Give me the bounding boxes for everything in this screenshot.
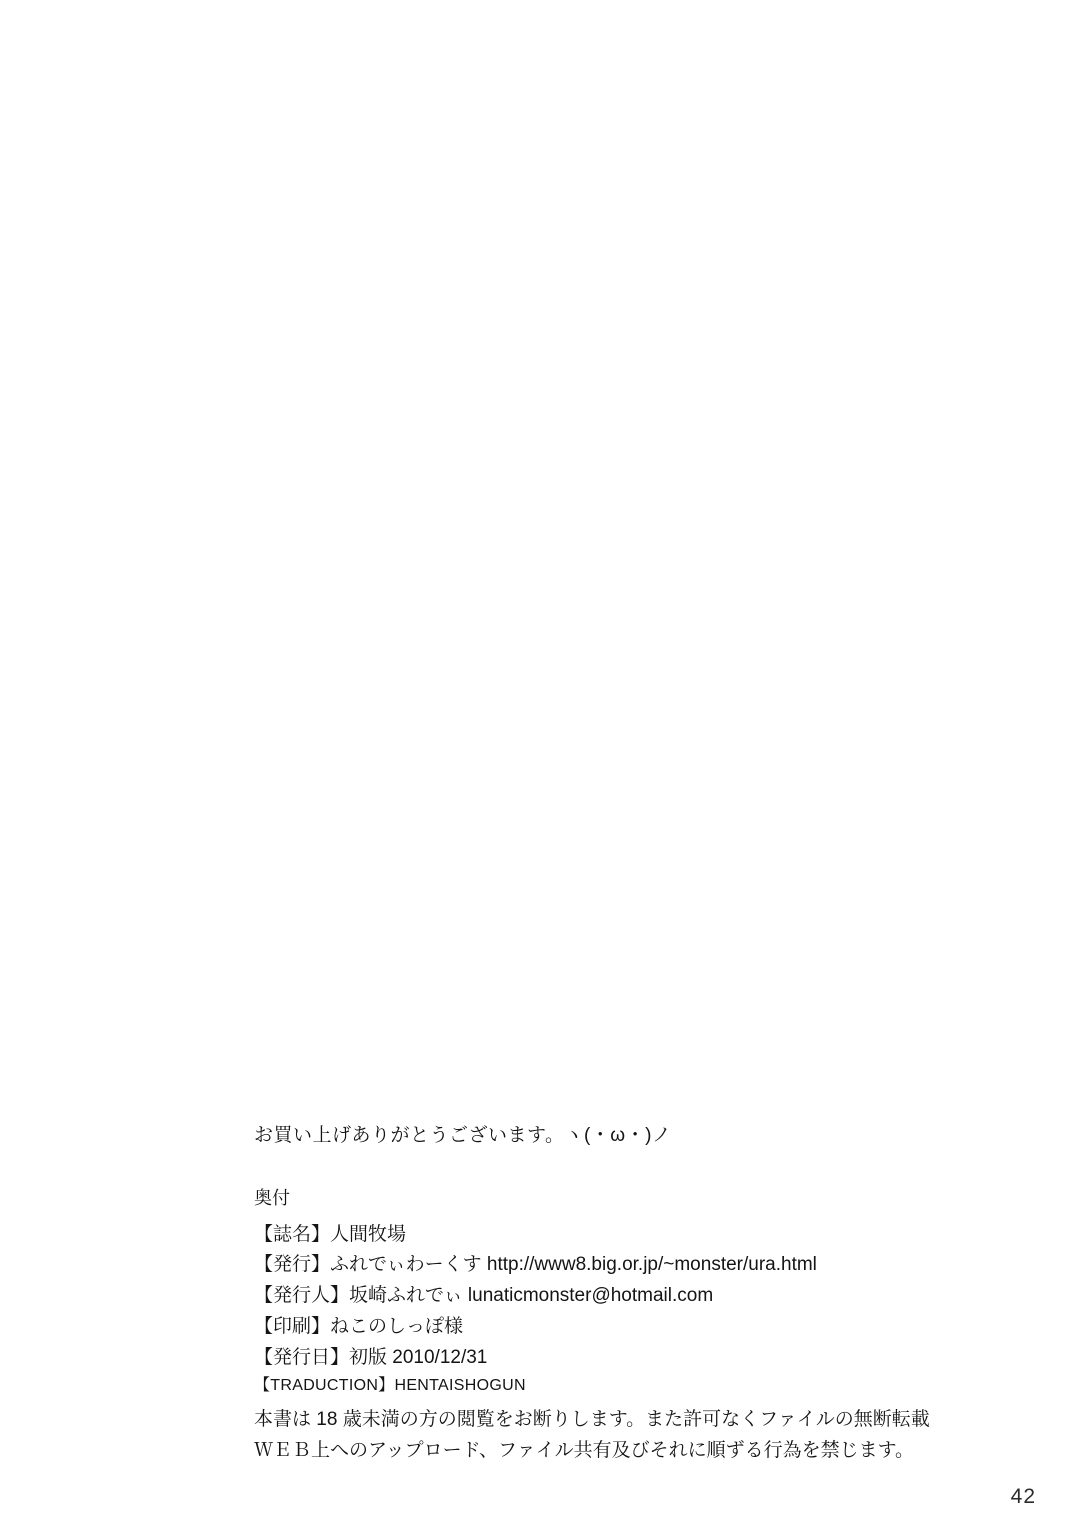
age-notice bbox=[254, 1405, 954, 1466]
credit-line: 【発行人】坂崎ふれでぃ lunaticmonster@hotmail.com bbox=[254, 1285, 714, 1307]
credit-line: 【TRADUCTION】HENTAISHOGUN bbox=[254, 1377, 526, 1395]
credit-line: 【発行日】初版 2010/12/31 bbox=[254, 1346, 488, 1368]
page-number: 42 bbox=[1010, 1485, 1036, 1508]
colophon-heading: 奥付 bbox=[254, 1187, 290, 1208]
notice-line: ＷＥＢ上へのアップロード、ファイル共有及びそれに順ずる行為を禁じます。 bbox=[254, 1439, 915, 1461]
credit-line: 【発行】ふれでぃわーくす http://www8.big.or.jp/~monster/ura.html bbox=[254, 1254, 817, 1276]
credit-line: 【印刷】ねこのしっぽ様 bbox=[254, 1315, 464, 1337]
credits-list bbox=[254, 1220, 954, 1400]
credit-line: 【誌名】人間牧場 bbox=[254, 1223, 407, 1245]
thanks-message: お買い上げありがとうございます。ヽ(・ω・)ノ bbox=[254, 1125, 672, 1146]
notice-line: 本書は 18 歳未満の方の閲覧をお断りします。また許可なくファイルの無断転載 bbox=[254, 1409, 930, 1431]
colophon-block bbox=[254, 1122, 954, 1466]
